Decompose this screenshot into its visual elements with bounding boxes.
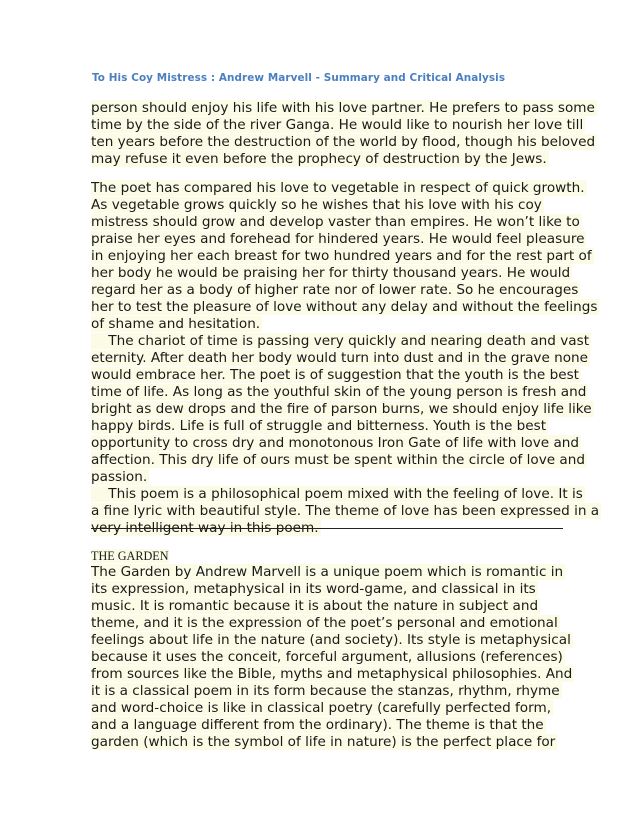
text-line-content: and word-choice is like in classical poetry (carefully perfected form, [91,700,552,716]
text-line [91,214,601,231]
text-line-content: time by the side of the river Ganga. He would like to nourish her love till [91,117,584,133]
text-line-content: opportunity to cross dry and monotonous Iron Gate of life with love and [91,435,580,451]
text-line-content: would embrace her. The poet is of suggestion that the youth is the best [91,367,579,383]
text-line [91,666,574,683]
text-line-content: The chariot of time is passing very quickly and nearing death and vast [91,333,590,349]
text-line-content: regard her as a body of higher rate nor of lower rate. So he encourages [91,282,579,298]
page-title: To His Coy Mistress : Andrew Marvell - Summary and Critical Analysis [92,72,506,84]
text-line [91,598,574,615]
text-line-content: person should enjoy his life with his love partner. He prefers to pass some [91,100,595,116]
text-line [91,350,601,367]
text-line-content: feelings about life in the nature (and society). Its style is metaphysical [91,632,571,648]
section-divider [91,528,563,529]
text-line [91,231,601,248]
text-line-content: of shame and hesitation. [91,316,261,332]
paragraph-summary-part2 [91,180,601,537]
text-line-content: affection. This dry life of ours must be spent within the circle of love and [91,452,585,468]
text-line-content: her to test the pleasure of love without any delay and without the feelings [91,299,598,315]
text-line-content: from sources like the Bible, myths and metaphysical philosophies. And [91,666,573,682]
text-line [91,197,601,214]
text-line-content: The poet has compared his love to vegetable in respect of quick growth. [91,180,585,196]
text-line-content: very intelligent way in this poem. [91,520,319,536]
section-heading [91,548,574,564]
text-line [91,248,601,265]
text-line-content: music. It is romantic because it is about the nature in subject and [91,598,539,614]
text-line-content: passion. [91,469,148,485]
text-line [91,581,574,598]
text-line-content: it is a classical poem in its form because the stanzas, rhythm, rhyme [91,683,560,699]
text-line-content: its expression, metaphysical in its word-game, and classical in its [91,581,536,597]
section-heading-text: THE GARDEN [91,549,169,563]
text-line-content: The Garden by Andrew Marvell is a unique poem which is romantic in [91,564,564,580]
text-line [91,435,601,452]
text-line [91,418,601,435]
text-line-content: mistress should grow and develop vaster than empires. He won’t like to [91,214,580,230]
text-line-content: time of life. As long as the youthful skin of the young person is fresh and [91,384,587,400]
text-line-content: ten years before the destruction of the world by flood, though his beloved [91,134,596,150]
text-line [91,367,601,384]
text-line [91,333,601,350]
text-line [91,486,601,503]
paragraph-summary-part1 [91,100,597,168]
text-line [91,265,601,282]
text-line-content: happy birds. Life is full of struggle and bitterness. Youth is the best [91,418,547,434]
text-line-content: This poem is a philosophical poem mixed with the feeling of love. It is [91,486,583,502]
text-line [91,452,601,469]
text-line [91,299,601,316]
text-line [91,615,574,632]
text-line-content: eternity. After death her body would turn into dust and in the grave none [91,350,589,366]
text-line [91,316,601,333]
text-line-content: may refuse it even before the prophecy of destruction by the Jews. [91,151,547,167]
text-line-content: in enjoying her each breast for two hundred years and for the rest part of [91,248,592,264]
text-line [91,100,597,117]
text-line [91,384,601,401]
text-line-content: praise her eyes and forehead for hindered years. He would feel pleasure [91,231,585,247]
text-line-content: garden (which is the symbol of life in nature) is the perfect place for [91,734,556,750]
text-line [91,632,574,649]
section-the-garden [91,548,574,751]
text-line [91,700,574,717]
text-line [91,282,601,299]
text-line-content: a fine lyric with beautiful style. The theme of love has been expressed in a [91,503,600,519]
text-line [91,564,574,581]
text-line [91,683,574,700]
text-line-content: bright as dew drops and the fire of parson burns, we should enjoy life like [91,401,592,417]
text-line [91,151,597,168]
text-line-content: because it uses the conceit, forceful argument, allusions (references) [91,649,563,665]
text-line [91,401,601,418]
text-line [91,180,601,197]
text-line [91,717,574,734]
text-line [91,134,597,151]
text-line [91,117,597,134]
text-line-content: As vegetable grows quickly so he wishes that his love with his coy [91,197,542,213]
text-line [91,469,601,486]
text-line [91,503,601,520]
text-line [91,649,574,666]
text-line [91,734,574,751]
text-line-content: and a language different from the ordinary). The theme is that the [91,717,544,733]
text-line-content: theme, and it is the expression of the poet’s personal and emotional [91,615,558,631]
text-line-content: her body he would be praising her for thirty thousand years. He would [91,265,571,281]
